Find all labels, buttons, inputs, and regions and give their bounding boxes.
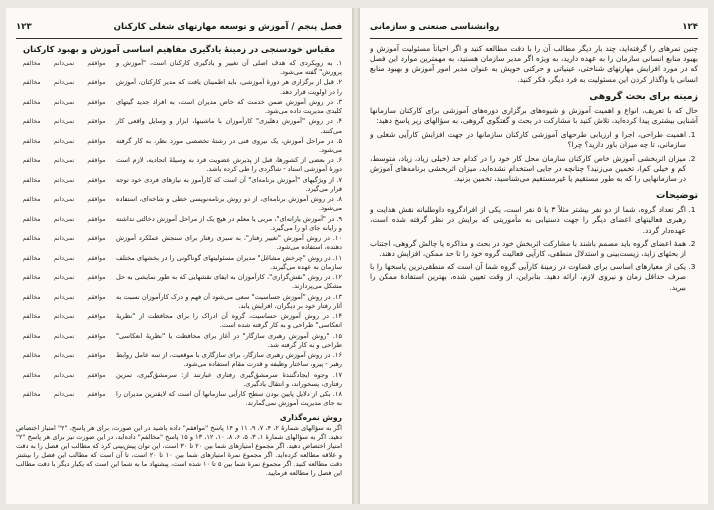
response-option[interactable]: موافقم — [87, 371, 106, 379]
response-option[interactable]: مخالفم — [22, 352, 41, 360]
questionnaire-title: مقیاس خودسنجی در زمینهٔ یادگیری مفاهیم اساسی آموزش و بهبود کارکنان — [22, 44, 336, 54]
discussion-question: 1. اهمیت طراحی، اجرا و ارزیابی طرحهای آموزشی کارکنان سازمانها در جهت افزایش کارآیی شغلی و سازمانی، تا چه میزان باور دارید؟ چرا؟ — [370, 130, 686, 150]
response-options — [16, 98, 112, 107]
questionnaire-item — [16, 371, 342, 389]
response-options — [16, 351, 112, 360]
questionnaire-item-text: ۱۶. در روش آموزش رهبری سازگار، برای سازگاری با موقعیت، از سه عامل روابط رهبر - پیرو، ساختار وظیفه و قدرت مقام استفاده می‌شود. — [116, 351, 342, 369]
right-page — [360, 8, 708, 504]
left-page-number: ۱۲۳ — [16, 22, 32, 32]
response-option[interactable]: موافقم — [87, 254, 106, 262]
response-option[interactable]: موافقم — [87, 118, 106, 126]
response-options — [16, 234, 112, 243]
questionnaire-item-text: ۱۵. "روش آموزش رهبری سازگار" در آغاز برای محافظت یا "نظریهٔ انعکاسی" طراحی و به کار گرفته شد. — [116, 331, 342, 349]
questionnaire-item-text: ۶. در بعضی از کشورها، قبل از پذیرش عضویت فرد به وسیلهٔ اتحادیه، لازم است دورهٔ آموزشی استاد - شاگردی را طی کرده باشد. — [116, 156, 342, 174]
right-page-content — [370, 44, 698, 500]
response-option[interactable]: نمی‌دانم — [53, 215, 75, 223]
questionnaire-item — [16, 351, 342, 369]
response-option[interactable]: مخالفم — [22, 79, 41, 87]
response-option[interactable]: نمی‌دانم — [53, 274, 75, 282]
response-option[interactable]: موافقم — [87, 137, 106, 145]
left-running-head — [16, 22, 342, 36]
questionnaire-item-text: ۴. در روش "آموزش دهلیزی" کارآموزان با ماشینها، ابزار و وسایل واقعی کار می‌کنند. — [116, 117, 342, 135]
questionnaire-item — [16, 117, 342, 135]
response-option[interactable]: مخالفم — [22, 274, 41, 282]
response-option[interactable]: نمی‌دانم — [53, 391, 75, 399]
response-options — [16, 176, 112, 185]
questionnaire-items — [16, 59, 342, 408]
questionnaire-item — [16, 293, 342, 311]
questionnaire-item-text: ۱۳. در روش "آموزش حساسیت" سعی می‌شود آن فهم و درک کارآموزان نسبت به آثار رفتار خود بر دیگران، افزایش یابد. — [116, 292, 342, 310]
response-option[interactable]: موافقم — [87, 196, 106, 204]
questionnaire-item — [16, 254, 342, 272]
response-options — [16, 59, 112, 68]
response-options — [16, 137, 112, 146]
questionnaire-item-text: ۱۱. در روش "چرخش مشاغل" مدیران مسئولیتهای گوناگونی را در بخشهای مختلف سازمان به عهده می‌گیرند. — [116, 253, 342, 271]
response-option[interactable]: نمی‌دانم — [53, 352, 75, 360]
response-option[interactable]: موافقم — [87, 391, 106, 399]
response-options — [16, 78, 112, 87]
response-options — [16, 195, 112, 204]
response-option[interactable]: مخالفم — [22, 332, 41, 340]
questionnaire-item-text: ۲. قبل از برگزاری هر دورهٔ آموزشی، باید اطمینان یافت که مدیر کارکنان، آموزش را در اولویت قرار دهد. — [116, 78, 342, 96]
questionnaire-item-text: ۳. در روش آموزش ضمن خدمت که خاص مدیران است، به افراد جدید گیتهای کلیدی مدیریت داده می‌شود. — [116, 97, 342, 116]
questionnaire-item — [16, 312, 342, 330]
response-option[interactable]: مخالفم — [22, 196, 41, 204]
discussion-paragraph: حال که با تعریف، انواع و اهمیت آموزش و شیوه‌های برگزاری دوره‌های آموزشی برای کارکنان سازمانها آشنایی بیشتری پیدا کرده‌اید، تلاش کنید با مشارکت در بحث و گفتگوی گروهی، به سؤالهای زیر پاسخ دهید: — [370, 105, 698, 126]
questionnaire-item — [16, 332, 342, 350]
response-option[interactable]: مخالفم — [22, 293, 41, 301]
left-header-rule — [16, 38, 342, 39]
response-option[interactable]: موافقم — [87, 60, 106, 67]
questionnaire-item — [16, 137, 342, 155]
note-item: 2. همهٔ اعضای گروه باید مصمم باشند با مشارکت اثربخش خود در بحث و مذاکره یا چالش گروهی، اجتناب از بحثهای زاید، زیست‌بینی و استدلال منطقی، کارآیی فعالیت گروه خود را تا حد ممکن، افزایش دهند. — [370, 239, 686, 259]
response-option[interactable]: نمی‌دانم — [53, 118, 75, 126]
questionnaire-item-text: ۱۰. در روش آموزش "تغییر رفتار"، به سبزی رفتار برای سنجش عملکرد آموزش دهنده، استفاده می‌شود. — [116, 234, 342, 252]
response-option[interactable]: مخالفم — [22, 60, 41, 67]
right-running-head — [370, 22, 698, 36]
discussion-question: 2. میزان اثربخشی آموزش خاص کارکنان سازمان محل کار خود را در کدام حد (خیلی زیاد، زیاد، متوسط، کم و خیلی کم)، تخمین می‌زنید؟ چنانچه در جایی استخدام نشده‌اید، میزان اثربخشی برنامه‌های آموزش در سازمانهایی را که به طور مستقیم یا غیرمستقیم می‌شناسید، تخمین بزنید. — [370, 154, 686, 185]
response-options — [16, 312, 112, 321]
right-page-number: ۱۲۴ — [682, 22, 698, 32]
response-option[interactable]: موافقم — [87, 332, 106, 340]
book-gutter — [352, 8, 360, 504]
response-option[interactable]: نمی‌دانم — [53, 293, 75, 301]
scoring-title: روش نمره‌گذاری — [279, 413, 342, 423]
response-option[interactable]: مخالفم — [22, 235, 41, 243]
response-option[interactable]: مخالفم — [22, 313, 41, 321]
scoring-text: اگر به سؤالهای شمارهٔ ۲، ۴، ۷، ۹، ۱۱ و ۱۴ پاسخ "موافقم" داده باشید در این صورت، برای هر پاسخ، "۲" امتیاز اختصاص دهید. اگر به سؤالهای شمارهٔ ۱، ۳، ۵، ۶، ۸، ۱۰، ۱۲، ۱۳ و ۱۵ پاسخ "مخالفم" داده‌اید، در این صورت نیز برای هر پاسخ "۲" امتیاز اختصاص دهید. اگر مجموع امتیازهای شما بین ۲۰ تا ۳۰ است، این توان پیش‌بینی کرد که مطالب این فصل را به دقت و علاقه مطالعه کرده‌اید. اگر مجموع نمرهٔ امتیازهای شما بین ۱۰ تا ۲۰ است، تا آن است که مطالب این فصل را بیشتر دقت مطالعه کنید. اگر مجموع نمرهٔ شما بین ۵ تا ۱۰ شده است، پیشنهاد ما به شما این است که یکبار دیگر با دقت مطالب این فصل را مطالعه فرمایید. — [16, 424, 342, 478]
response-options — [16, 371, 112, 380]
response-option[interactable]: مخالفم — [22, 137, 41, 145]
response-option[interactable]: مخالفم — [22, 371, 41, 379]
response-option[interactable]: نمی‌دانم — [53, 176, 75, 184]
response-option[interactable]: نمی‌دانم — [53, 137, 75, 145]
response-option[interactable]: مخالفم — [22, 176, 41, 184]
questionnaire-item — [16, 195, 342, 213]
response-options — [16, 254, 112, 263]
response-option[interactable]: موافقم — [87, 352, 106, 360]
response-option[interactable]: مخالفم — [22, 215, 41, 223]
intro-paragraph: چنین تمرهای را گرفته‌اید، چند بار دیگر مطالب آن را با دقت مطالعه کنید و اگر احیاناً مسئولیت آموزش و بهبود منابع انسانی سازمان را به عهده دارید، به ویژه اگر مدیر سازمان هستید، به مهمترین موارد این فصل که در مورد افزایش مهارتهای شناختی، عینیاتی و حرکتی خویش به عنوان مدیر امور آموزش و بهبود منابع انسانی یا واگذار کردن این مسئولیت به فرد دیگر، فکر کنید. — [370, 44, 698, 84]
response-option[interactable]: موافقم — [87, 157, 106, 165]
left-running-title: فصل پنجم / آموزش و توسعه مهارتهای شغلی کارکنان — [113, 22, 342, 32]
response-option[interactable]: مخالفم — [22, 391, 41, 399]
response-option[interactable]: نمی‌دانم — [53, 254, 75, 262]
questionnaire-item — [16, 156, 342, 174]
response-option[interactable]: نمی‌دانم — [53, 371, 75, 379]
questionnaire-item — [16, 273, 342, 291]
response-option[interactable]: موافقم — [87, 98, 106, 106]
response-options — [16, 332, 112, 341]
questionnaire-item — [16, 176, 342, 194]
response-options — [16, 117, 112, 126]
response-option[interactable]: موافقم — [87, 235, 106, 243]
response-option[interactable]: نمی‌دانم — [53, 157, 75, 165]
questionnaire-item — [16, 390, 342, 408]
response-option[interactable]: نمی‌دانم — [53, 235, 75, 243]
response-options — [16, 156, 112, 165]
note-item: 3. یکی از معیارهای اساسی برای قضاوت در زمینهٔ کارآیی گروه شما آن است که منطقی‌ترین پاسخها را با صرف حداقل زمان و نیروی لازم، ارائه دهید. بنابراین، از وقت تعیین شده، بهترین استفادهٔ ممکن را ببرید. — [370, 262, 686, 293]
response-options — [16, 273, 112, 282]
response-options — [16, 293, 112, 302]
response-option[interactable]: نمی‌دانم — [53, 196, 75, 204]
response-option[interactable]: مخالفم — [22, 157, 41, 165]
response-option[interactable]: موافقم — [87, 293, 106, 301]
response-option[interactable]: موافقم — [87, 215, 106, 223]
response-option[interactable]: نمی‌دانم — [53, 313, 75, 321]
response-option[interactable]: موافقم — [87, 274, 106, 282]
response-option[interactable]: نمی‌دانم — [53, 332, 75, 340]
questionnaire-item-text: ۱. به رویکردی که هدف اصلی آن تغییر و یادگیری کارکنان است، "آموزش و پرورش" گفته می‌شود. — [116, 59, 342, 77]
note-item: 1. اگر تعداد گروه، شما از دو نفر بیشتر مثلاً ۳ یا ۵ نفر است، یکی از افرادگروه داوطلبانه نقش هدایت و رهبری فعالیتهای اعضای دیگر را جهت دستیابی به مأموریتی که برایش در نظر گرفته شده است، عهده‌دار گردد. — [370, 205, 686, 236]
response-option[interactable]: نمی‌دانم — [53, 98, 75, 106]
response-option[interactable]: موافقم — [87, 79, 106, 87]
right-header-rule — [370, 38, 698, 39]
questionnaire-item-text: ۱۷. وجوه ایجادگنندهٔ سرمشق‌گیری رفتاری عبارتند از: سرمشق‌گیری، تمرین رفتاری، پسخوراند، و انتقال یادگیری. — [116, 370, 342, 388]
response-option[interactable]: مخالفم — [22, 98, 41, 106]
response-option[interactable]: موافقم — [87, 176, 106, 184]
questionnaire-item-text: ۹. در "آموزش یارانه‌ای"، مربی یا معلم در هیچ یک از مراحل آموزش دخالتی نداشته و رایانه جای او را می‌گیرد. — [116, 214, 342, 232]
discussion-questions — [370, 130, 698, 184]
response-option[interactable]: نمی‌دانم — [53, 60, 75, 67]
notes-list — [370, 205, 698, 293]
response-option[interactable]: موافقم — [87, 313, 106, 321]
left-page-content — [16, 44, 342, 500]
questionnaire-item-text: ۱۴. در روش آموزش حساسیت، گروه آن ادراک را برای محافظت از "نظریهٔ انعکاسی" طراحی و به کار گرفته شده است. — [116, 312, 342, 330]
questionnaire-item — [16, 59, 342, 77]
response-option[interactable]: مخالفم — [22, 254, 41, 262]
questionnaire-item — [16, 215, 342, 233]
right-running-title: روانشناسی صنعتی و سازمانی — [370, 22, 500, 32]
questionnaire-item — [16, 98, 342, 116]
questionnaire-item-text: ۵. در مراحل آموزش، یک نیروی فنی در رشتهٔ تخصصی مورد نظر، به کار گرفته می‌شود. — [116, 136, 342, 154]
notes-heading: توضیحات — [656, 190, 698, 202]
questionnaire-item-text: ۷. از ویژگیهای "آموزش برنامه‌ای" آن است که کارآموز به نیازهای فردی خود توجه قرار می‌گیرد. — [116, 175, 342, 193]
response-options — [16, 390, 112, 399]
discussion-heading: زمینه برای بحث گروهی — [589, 90, 698, 102]
questionnaire-item-text: ۱۲. در روش "نقش‌گزاری"، کارآموزان به ایفای نقشهایی که به طور نمایشی به حل مشکل می‌پردازند. — [116, 273, 342, 291]
questionnaire-item — [16, 78, 342, 96]
left-page — [6, 8, 352, 504]
questionnaire-item-text: ۸. در روش آموزش برنامه‌ای، از دو روش برنامه‌نویسی خطی و شاخه‌ای، استفاده می‌شود. — [116, 195, 342, 213]
response-option[interactable]: نمی‌دانم — [53, 79, 75, 87]
response-options — [16, 215, 112, 224]
questionnaire-item-text: ۱۸. یکی از دلایل پایین بودن سطح کارآیی سازمانها آن است که لایقترین مدیران را به جای مدیریت آموزش نمی‌گمارند. — [116, 390, 342, 408]
questionnaire-item — [16, 234, 342, 252]
response-option[interactable]: مخالفم — [22, 118, 41, 126]
